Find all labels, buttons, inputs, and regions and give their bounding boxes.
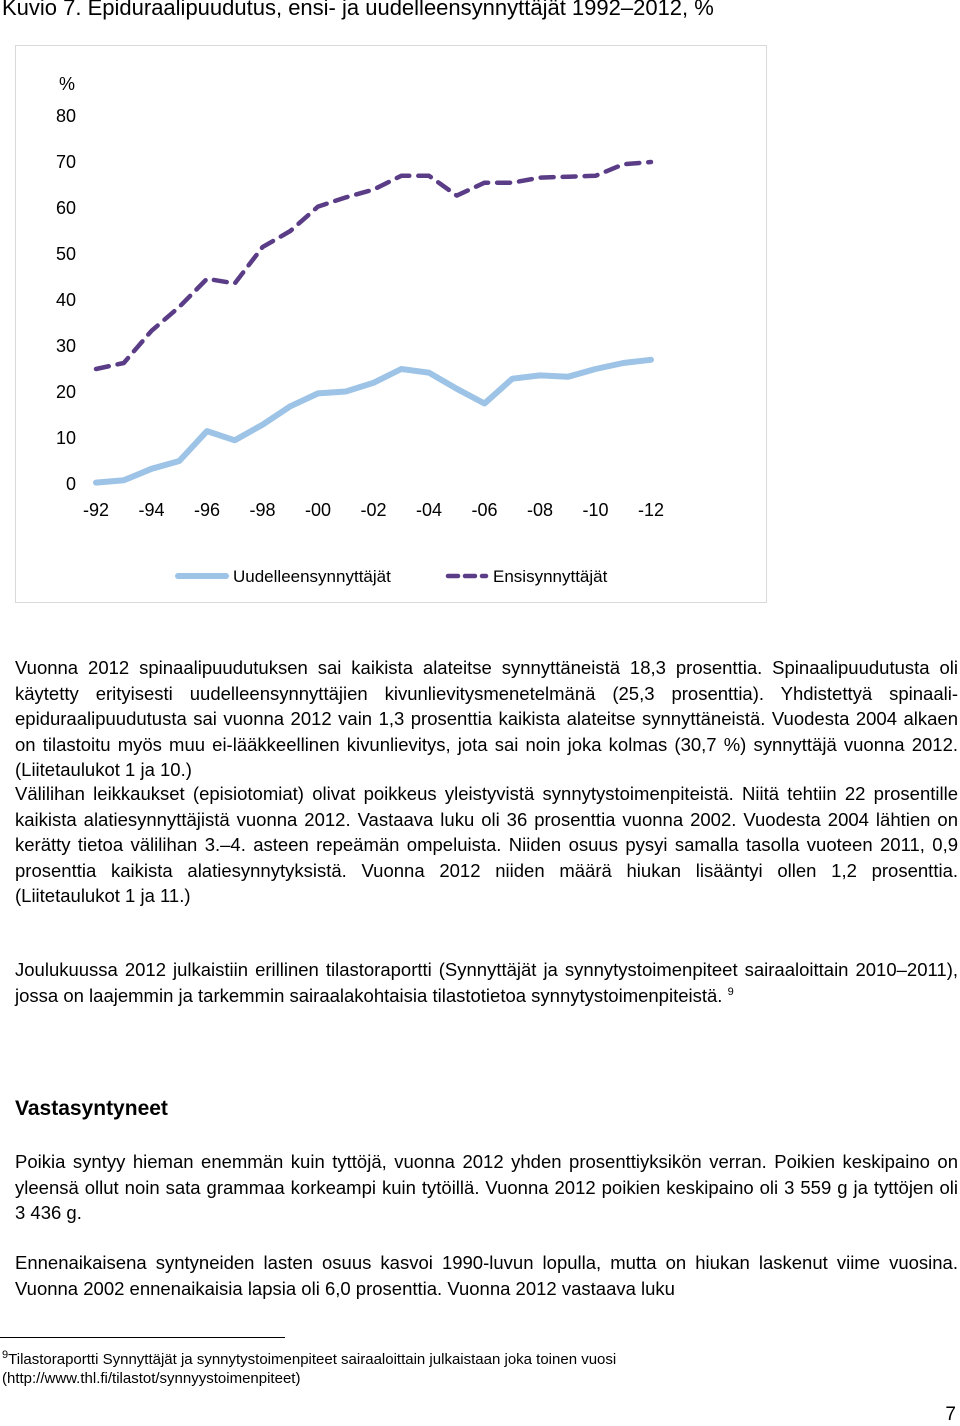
x-tick-label: -02 xyxy=(360,500,387,520)
x-tick-label: -98 xyxy=(249,500,276,520)
y-tick-label: 70 xyxy=(55,152,76,172)
paragraph-hospital-report-text: Joulukuussa 2012 julkaistiin erillinen tilastoraportti (Synnyttäjät ja synnytystoimenpiteet sairaaloittain 2010–2011), jossa on laajemmin ja tarkemmin sairaalakohtaisia tilastotietoa synnytystoimenpiteistä. xyxy=(15,959,958,1006)
x-tick-label: -94 xyxy=(138,500,165,520)
legend-label-0: Uudelleensynnyttäjät xyxy=(233,567,391,586)
paragraph-premature: Ennenaikaisena syntyneiden lasten osuus kasvoi 1990-luvun lopulla, mutta on hiukan laskenut viime vuosina. Vuonna 2002 ennenaikaisia lapsia oli 6,0 prosenttia. Vuonna 2012 vastaava luku xyxy=(15,1252,958,1299)
x-tick-label: -04 xyxy=(415,500,443,520)
x-tick-label: -06 xyxy=(471,500,498,520)
paragraph-hospital-report xyxy=(15,957,958,1008)
x-axis-ticks xyxy=(83,500,664,520)
x-tick-label: -92 xyxy=(82,500,110,520)
footnote xyxy=(2,1350,616,1388)
x-tick-label: -12 xyxy=(637,500,665,520)
series-line-0 xyxy=(96,360,651,483)
page-number: 7 xyxy=(945,1404,956,1425)
x-tick-label: -08 xyxy=(526,500,554,520)
line-chart xyxy=(16,46,768,604)
chart-frame xyxy=(15,45,767,603)
y-axis-ticks xyxy=(56,74,76,494)
footnote-divider xyxy=(0,1337,285,1338)
figure-title: Kuvio 7. Epiduraalipuudutus, ensi- ja uudelleensynnyttäjät 1992–2012, % xyxy=(2,0,714,20)
y-tick-label: 60 xyxy=(55,198,76,218)
y-tick-label: 50 xyxy=(55,244,76,264)
footnote-text: Tilastoraportti Synnyttäjät ja synnytystoimenpiteet sairaaloittain julkaistaan joka toinen vuosi xyxy=(8,1351,617,1368)
x-tick-label: -10 xyxy=(582,500,609,520)
series-line-1 xyxy=(96,162,651,369)
legend xyxy=(178,567,608,586)
paragraph-episiotomy: Välilihan leikkaukset (episiotomiat) olivat poikkeus yleistyvistä synnytystoimenpiteistä. Niitä tehtiin 22 prosentille kaikista alatiesynnyttäjistä vuonna 2012. Vastaava luku oli 36 prosenttia vuonna 2002. Vuodesta 2004 lähtien on kerätty tietoa välilihan 3.–4. asteen repeämän ompeluista. Niiden osuus pysyi samalla tasolla vuoteen 2011, 0,9 prosenttia kaikista alatiesynnytyksistä. Vuonna 2012 niiden määrä hiukan lisääntyi ollen 1,2 prosenttia. (Liitetaulukot 1 ja 11.) xyxy=(15,783,958,906)
paragraph-newborn-weight: Poikia syntyy hieman enemmän kuin tyttöjä, vuonna 2012 yhden prosenttiyksikön verran. Poikien keskipaino on yleensä ollut noin sata grammaa korkeampi kuin tytöillä. Vuonna 2012 poikien keskipaino oli 3 559 g ja tyttöjen oli 3 436 g. xyxy=(15,1151,958,1223)
y-tick-label: 20 xyxy=(55,382,76,402)
y-tick-label: 80 xyxy=(55,106,76,126)
y-tick-label: 10 xyxy=(55,428,76,448)
y-tick-label: 40 xyxy=(55,290,76,310)
legend-label-1: Ensisynnyttäjät xyxy=(493,567,608,586)
section-heading: Vastasyntyneet xyxy=(15,1097,168,1120)
x-tick-label: -96 xyxy=(193,500,221,520)
y-tick-label: 30 xyxy=(55,336,76,356)
paragraph-pain-relief: Vuonna 2012 spinaalipuudutuksen sai kaikista alateitse synnyttäneistä 18,3 prosenttia. Spinaalipuudutusta oli käytetty erityisesti uudelleensynnyttäjien kivunlievitysmenetelmänä (25,3 prosenttia). Yhdistettyä spinaali-epiduraalipuudutusta sai vuonna 2012 vain 1,3 prosenttia kaikista alateitse synnyttäneistä. Vuodesta 2004 alkaen on tilastoitu myös muu ei-lääkkeellinen kivunlievitys, jota sai noin joka kolmas (30,7 %) synnyttäjä vuonna 2012. (Liitetaulukot 1 ja 10.) xyxy=(15,657,958,780)
series-layer xyxy=(96,162,651,483)
x-tick-label: -00 xyxy=(304,500,332,520)
footnote-ref: 9 xyxy=(727,985,734,998)
y-tick-label: 0 xyxy=(65,474,76,494)
y-axis-unit-label: % xyxy=(58,74,76,94)
footnote-number: 9 xyxy=(2,1349,9,1361)
footnote-url: (http://www.thl.fi/tilastot/synnyystoimenpiteet) xyxy=(2,1370,301,1387)
